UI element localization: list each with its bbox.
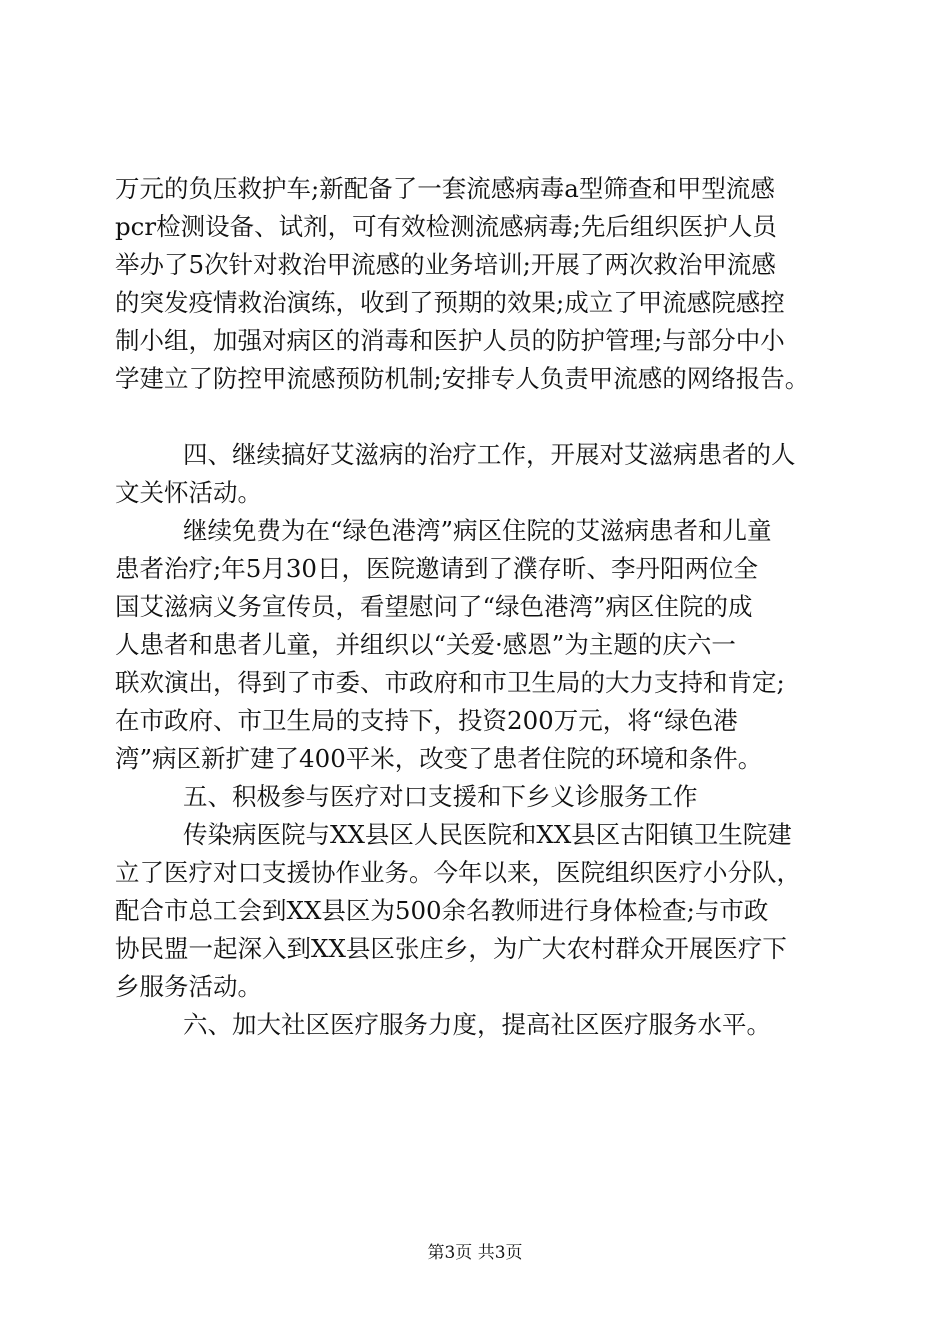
- section-heading: 四、继续搞好艾滋病的治疗工作，开展对艾滋病患者的人: [183, 440, 796, 469]
- section-heading: 六、加大社区医疗服务力度，提高社区医疗服务水平。: [183, 1010, 771, 1039]
- page-number-label: 第3页 共3页: [427, 1243, 523, 1263]
- text-line: 传染病医院与XX县区人民医院和XX县区古阳镇卫生院建: [183, 820, 792, 849]
- text-line: 在市政府、市卫生局的支持下，投资200万元，将“绿色港: [115, 706, 738, 735]
- text-line: 患者治疗;年5月30日，医院邀请到了濮存昕、李丹阳两位全: [115, 554, 759, 583]
- text-line: 联欢演出，得到了市委、市政府和市卫生局的大力支持和肯定;: [115, 668, 785, 697]
- text-line: 学建立了防控甲流感预防机制;安排专人负责甲流感的网络报告。: [115, 364, 810, 393]
- text-line: 继续免费为在“绿色港湾”病区住院的艾滋病患者和儿童: [183, 516, 772, 545]
- text-line: 协民盟一起深入到XX县区张庄乡，为广大农村群众开展医疗下: [115, 934, 787, 963]
- text-line: 举办了5次针对救治甲流感的业务培训;开展了两次救治甲流感: [115, 250, 776, 279]
- text-line: pcr检测设备、试剂，可有效检测流感病毒;先后组织医护人员: [115, 212, 777, 241]
- paragraph-gap: [115, 398, 850, 436]
- section-heading: 五、积极参与医疗对口支援和下乡义诊服务工作: [183, 782, 698, 811]
- text-line: 国艾滋病义务宣传员，看望慰问了“绿色港湾”病区住院的成: [115, 592, 753, 621]
- document-body: [115, 170, 850, 1044]
- text-line: 的突发疫情救治演练，收到了预期的效果;成立了甲流感院感控: [115, 288, 785, 317]
- text-line: 万元的负压救护车;新配备了一套流感病毒a型筛查和甲型流感: [115, 174, 775, 203]
- page-footer: [0, 1242, 950, 1264]
- text-line: 湾”病区新扩建了400平米，改变了患者住院的环境和条件。: [115, 744, 763, 773]
- text-line: 配合市总工会到XX县区为500余名教师进行身体检查;与市政: [115, 896, 769, 925]
- text-line: 乡服务活动。: [115, 972, 262, 1001]
- text-line: 立了医疗对口支援协作业务。今年以来，医院组织医疗小分队，: [115, 858, 801, 887]
- section-heading-continued: 文关怀活动。: [115, 478, 262, 507]
- text-line: 制小组，加强对病区的消毒和医护人员的防护管理;与部分中小: [115, 326, 785, 355]
- text-line: 人患者和患者儿童，并组织以“关爱·感恩”为主题的庆六一: [115, 630, 736, 659]
